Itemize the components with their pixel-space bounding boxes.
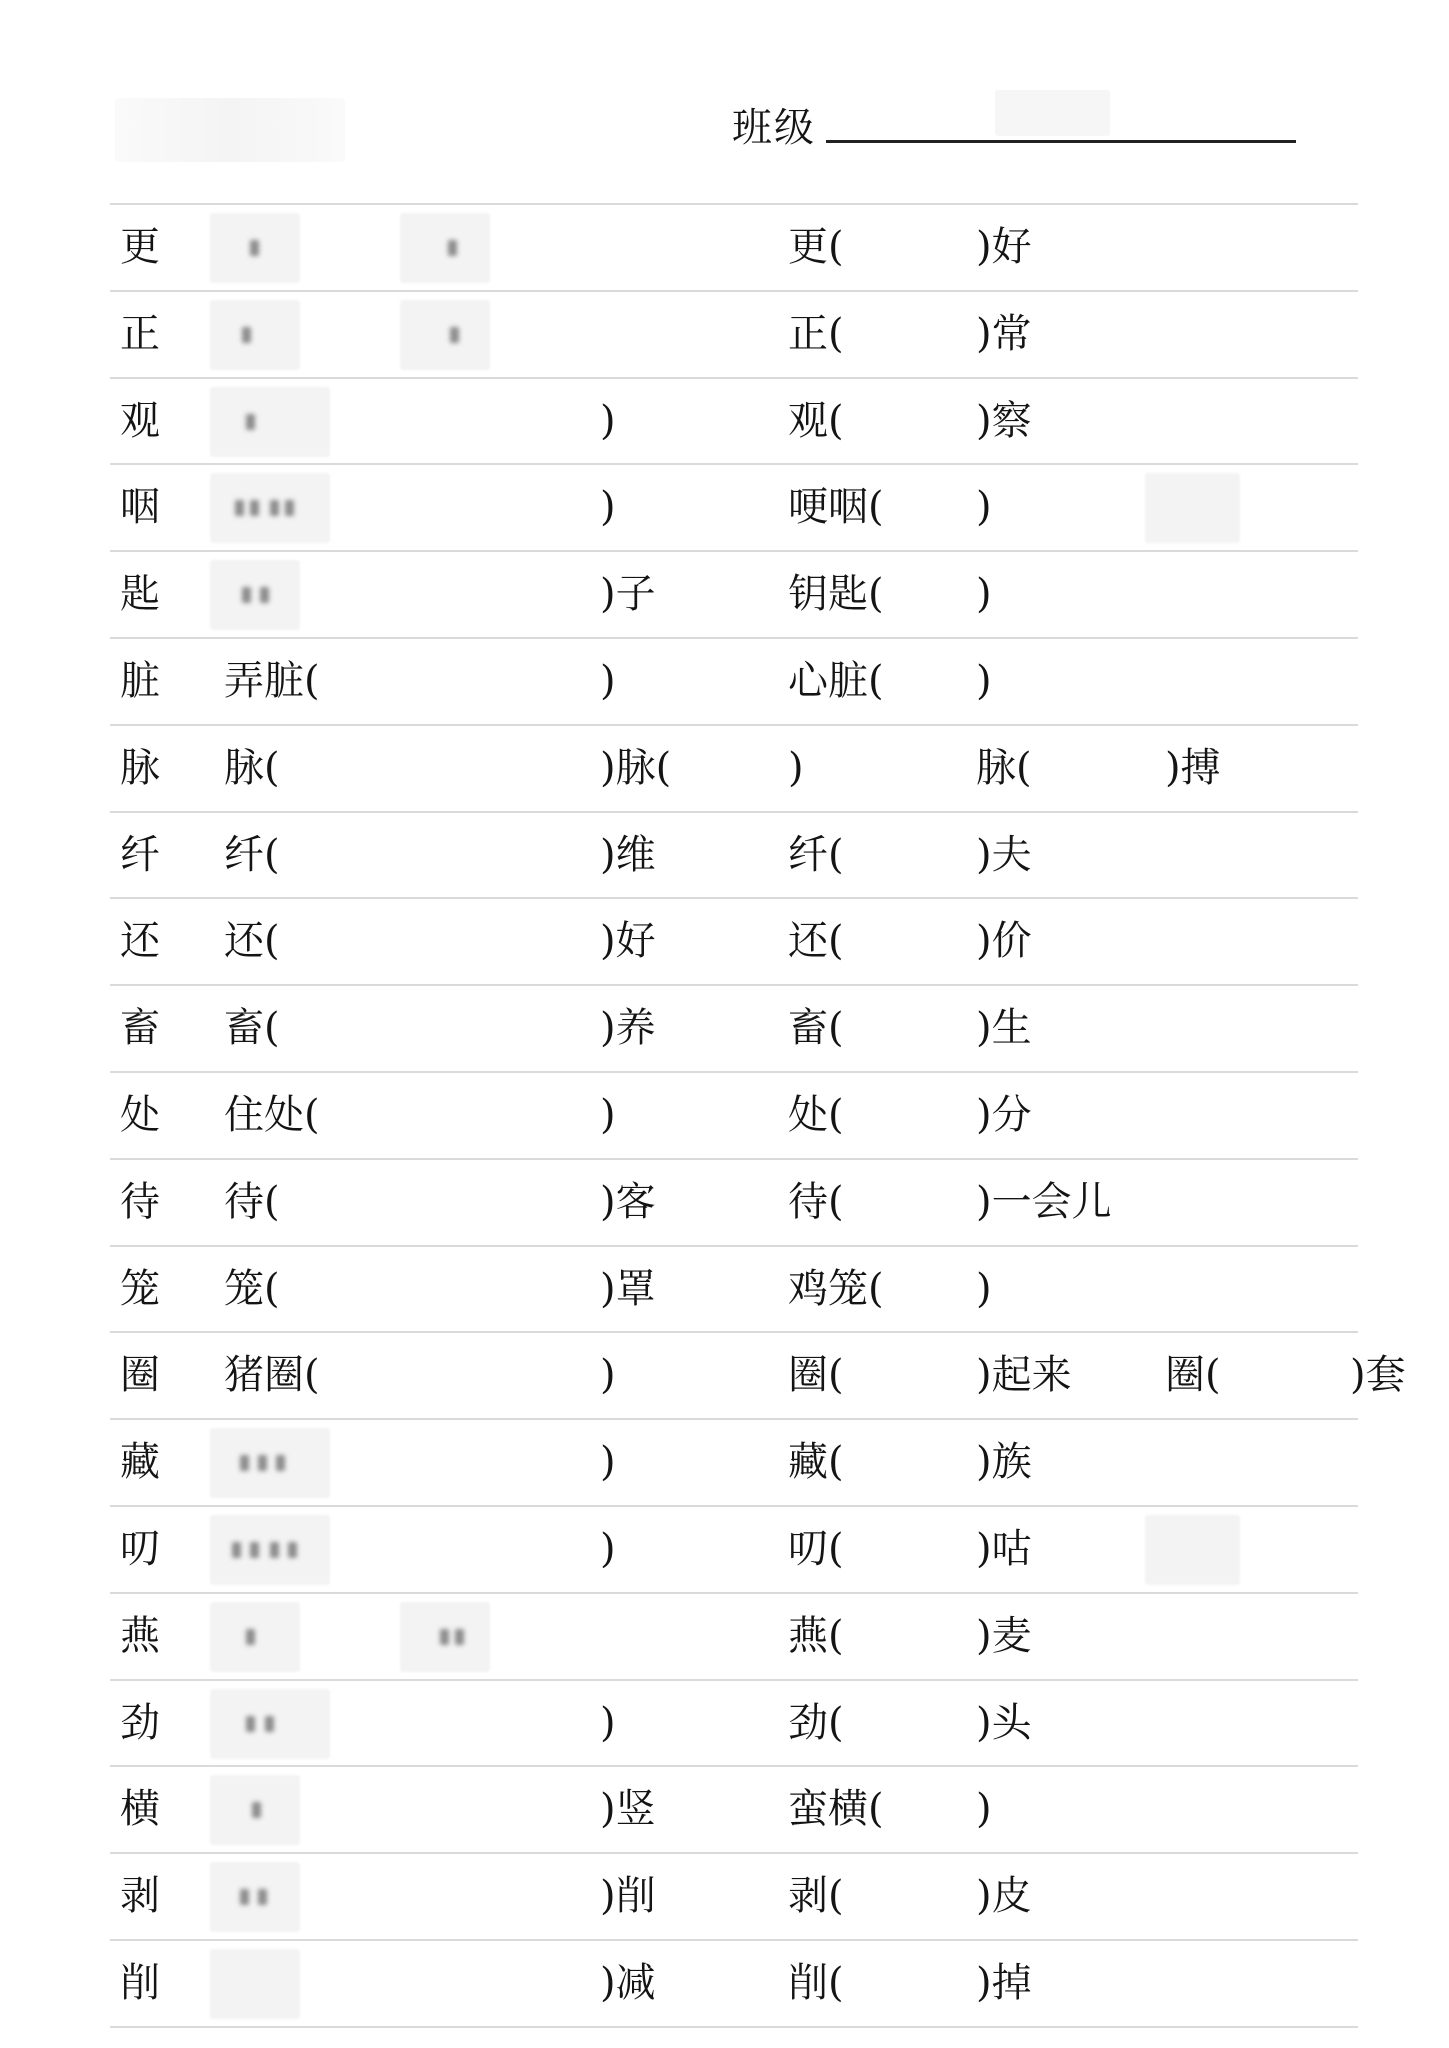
word-fill-blank: )搏 <box>1165 744 1221 791</box>
table-row <box>110 1071 1358 1158</box>
word-fill-blank: )生 <box>976 1005 1032 1052</box>
word-fill-blank: )维 <box>600 831 656 878</box>
table-row <box>110 637 1358 724</box>
word-fill-blank: 还( <box>788 918 844 965</box>
obscured-answer <box>210 213 300 283</box>
row-character: 脏 <box>120 657 160 704</box>
row-character: 处 <box>120 1091 160 1138</box>
word-fill-blank: )咕 <box>976 1525 1032 1572</box>
word-fill-blank: ) <box>600 484 616 531</box>
row-character: 畜 <box>120 1005 160 1052</box>
word-fill-blank: )罩 <box>600 1265 656 1312</box>
word-fill-blank: 观( <box>788 397 844 444</box>
polyphonic-character-table <box>110 203 1406 2028</box>
obscured-answer <box>400 1602 490 1672</box>
word-fill-blank: ) <box>600 657 616 704</box>
word-fill-blank: 纤( <box>224 831 280 878</box>
row-character: 匙 <box>120 571 160 618</box>
word-fill-blank: )削 <box>600 1873 656 1920</box>
word-fill-blank: )一会儿 <box>976 1178 1112 1225</box>
word-fill-blank: 心脏( <box>788 657 884 704</box>
table-row <box>110 1418 1358 1505</box>
word-fill-blank: )客 <box>600 1178 656 1225</box>
word-fill-blank: )掉 <box>976 1959 1032 2006</box>
table-row <box>110 1592 1358 1679</box>
word-fill-blank: 待( <box>224 1178 280 1225</box>
obscured-answer <box>1145 473 1240 543</box>
word-fill-blank: 猪圈( <box>224 1352 320 1399</box>
row-character: 纤 <box>120 831 160 878</box>
word-fill-blank: 畜( <box>224 1005 280 1052</box>
word-fill-blank: )起来 <box>976 1352 1072 1399</box>
row-character: 咽 <box>120 484 160 531</box>
word-fill-blank: 处( <box>788 1091 844 1138</box>
obscured-answer <box>400 300 490 370</box>
word-fill-blank: )察 <box>976 397 1032 444</box>
word-fill-blank: 蛮横( <box>788 1786 884 1833</box>
word-fill-blank: )减 <box>600 1959 656 2006</box>
word-fill-blank: )价 <box>976 918 1032 965</box>
word-fill-blank: 纤( <box>788 831 844 878</box>
table-row <box>110 1679 1358 1766</box>
word-fill-blank: 更( <box>788 224 844 270</box>
word-fill-blank: ) <box>976 657 992 704</box>
obscured-answer <box>210 1689 330 1759</box>
word-fill-blank: 削( <box>788 1959 844 2006</box>
word-fill-blank: ) <box>976 484 992 531</box>
word-fill-blank: ) <box>788 744 804 791</box>
word-fill-blank: ) <box>976 1265 992 1312</box>
table-row <box>110 724 1358 811</box>
word-fill-blank: 正( <box>788 310 844 357</box>
word-fill-blank: ) <box>600 1439 616 1486</box>
obscured-answer <box>210 473 330 543</box>
row-character: 剥 <box>120 1873 160 1920</box>
table-row <box>110 1245 1358 1332</box>
word-fill-blank: )常 <box>976 310 1032 357</box>
word-fill-blank: 哽咽( <box>788 484 884 531</box>
word-fill-blank: )麦 <box>976 1612 1032 1659</box>
word-fill-blank: ) <box>600 1699 616 1746</box>
table-row <box>110 1158 1358 1245</box>
word-fill-blank: 住处( <box>224 1091 320 1138</box>
word-fill-blank: 藏( <box>788 1439 844 1486</box>
obscured-answer <box>210 1949 300 2019</box>
word-fill-blank: )竖 <box>600 1786 656 1833</box>
row-character: 更 <box>120 224 160 270</box>
word-fill-blank: )养 <box>600 1005 656 1052</box>
obscured-answer <box>210 387 330 457</box>
obscured-answer <box>210 1862 300 1932</box>
word-fill-blank: 弄脏( <box>224 657 320 704</box>
table-row <box>110 811 1358 898</box>
table-row <box>110 463 1358 550</box>
row-character: 正 <box>120 310 160 357</box>
row-character: 藏 <box>120 1439 160 1486</box>
obscured-answer <box>210 1775 300 1845</box>
table-row <box>110 984 1358 1071</box>
table-row <box>110 897 1358 984</box>
word-fill-blank: )脉( <box>600 744 672 791</box>
table-row <box>110 1331 1406 1418</box>
word-fill-blank: 劲( <box>788 1699 844 1746</box>
word-fill-blank: ) <box>600 397 616 444</box>
word-fill-blank: )子 <box>600 571 656 618</box>
word-fill-blank: ) <box>976 571 992 618</box>
word-fill-blank: 圈( <box>1165 1352 1221 1399</box>
table-row <box>110 1505 1358 1592</box>
word-fill-blank: 畜( <box>788 1005 844 1052</box>
table-row <box>110 1939 1358 2028</box>
row-character: 横 <box>120 1786 160 1833</box>
class-label: 班级 <box>732 105 816 151</box>
word-fill-blank: 还( <box>224 918 280 965</box>
table-row <box>110 290 1358 377</box>
word-fill-blank: 待( <box>788 1178 844 1225</box>
word-fill-blank: )好 <box>976 224 1032 270</box>
word-fill-blank: 鸡笼( <box>788 1265 884 1312</box>
word-fill-blank: ) <box>600 1091 616 1138</box>
worksheet-header <box>0 88 1449 158</box>
word-fill-blank: 叨( <box>788 1525 844 1572</box>
table-row <box>110 1765 1358 1852</box>
row-character: 圈 <box>120 1352 160 1399</box>
obscured-answer <box>210 1602 300 1672</box>
obscured-answer <box>1145 1515 1240 1585</box>
obscured-answer <box>210 560 300 630</box>
class-answer-line[interactable] <box>826 140 1296 143</box>
table-row <box>110 550 1358 637</box>
row-character: 削 <box>120 1959 160 2006</box>
word-fill-blank: )族 <box>976 1439 1032 1486</box>
word-fill-blank: ) <box>600 1525 616 1572</box>
word-fill-blank: 脉( <box>224 744 280 791</box>
obscured-class-value <box>995 90 1110 136</box>
obscured-answer <box>210 300 300 370</box>
obscured-answer <box>400 213 490 283</box>
word-fill-blank: 燕( <box>788 1612 844 1659</box>
obscured-name-field <box>115 98 345 162</box>
word-fill-blank: 圈( <box>788 1352 844 1399</box>
word-fill-blank: ) <box>976 1786 992 1833</box>
word-fill-blank: )套 <box>1350 1352 1406 1399</box>
word-fill-blank: )好 <box>600 918 656 965</box>
word-fill-blank: )夫 <box>976 831 1032 878</box>
word-fill-blank: )头 <box>976 1699 1032 1746</box>
row-character: 还 <box>120 918 160 965</box>
row-character: 劲 <box>120 1699 160 1746</box>
table-row <box>110 203 1358 290</box>
word-fill-blank: )皮 <box>976 1873 1032 1920</box>
row-character: 笼 <box>120 1265 160 1312</box>
table-row <box>110 377 1358 464</box>
word-fill-blank: )分 <box>976 1091 1032 1138</box>
obscured-answer <box>210 1428 330 1498</box>
row-character: 观 <box>120 397 160 444</box>
word-fill-blank: 剥( <box>788 1873 844 1920</box>
table-row <box>110 1852 1358 1939</box>
word-fill-blank: ) <box>600 1352 616 1399</box>
word-fill-blank: 笼( <box>224 1265 280 1312</box>
row-character: 待 <box>120 1178 160 1225</box>
row-character: 脉 <box>120 744 160 791</box>
row-character: 燕 <box>120 1612 160 1659</box>
word-fill-blank: 钥匙( <box>788 571 884 618</box>
obscured-answer <box>210 1515 330 1585</box>
word-fill-blank: 脉( <box>976 744 1032 791</box>
row-character: 叨 <box>120 1525 160 1572</box>
